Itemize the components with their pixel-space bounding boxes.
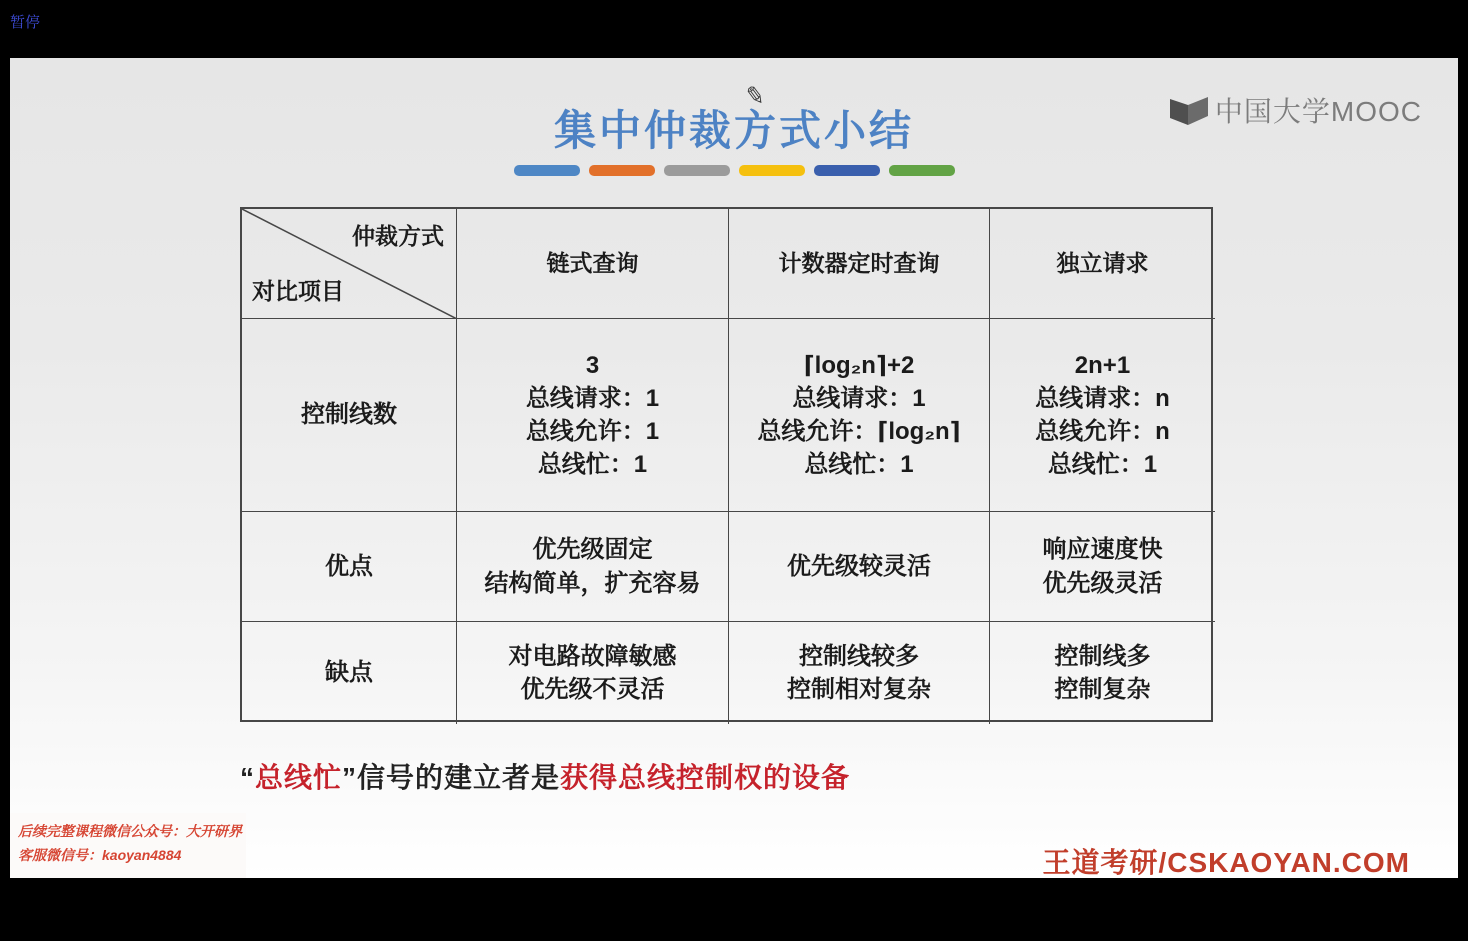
table-cell: 控制线多 控制复杂	[1054, 642, 1151, 703]
note-segment: ”	[342, 762, 358, 793]
lecture-slide	[10, 58, 1458, 878]
table-corner-cell	[242, 209, 457, 319]
table-cell: ⌈log₂n⌉+2 总线请求：1 总线允许：⌈log₂n⌉ 总线忙：1	[729, 319, 990, 512]
row-label-control-lines: 控制线数	[242, 319, 457, 512]
note-segment: 信号的建立者是	[357, 762, 561, 793]
pen-cursor-icon: ✎	[743, 81, 767, 112]
brand-watermark: 王道考研/CSKAOYAN.COM	[1042, 847, 1410, 878]
divider-bar	[814, 165, 880, 176]
divider-bar	[889, 165, 955, 176]
row-label-disadvantages: 缺点	[242, 622, 457, 724]
corner-label-comparison-item: 对比项目	[252, 278, 344, 305]
bus-busy-note	[240, 756, 850, 796]
table-cell: 优先级较灵活	[729, 512, 990, 622]
column-header-independent-request: 独立请求	[990, 209, 1215, 319]
table-cell: 3 总线请求：1 总线允许：1 总线忙：1	[457, 319, 729, 512]
note-segment: 获得总线控制权的设备	[560, 762, 851, 793]
slide-title: 集中仲裁方式小结	[553, 107, 914, 154]
pause-button[interactable]: 暂停	[10, 14, 41, 31]
divider-bar	[739, 165, 805, 176]
divider-bar	[589, 165, 655, 176]
mooc-logo-text: 中国大学MOOC	[1214, 96, 1422, 127]
table-cell: 2n+1 总线请求：n 总线允许：n 总线忙：1	[990, 319, 1215, 512]
corner-label-arbitration-method: 仲裁方式	[352, 223, 444, 249]
watermark-line2: 客服微信号：kaoyan4884	[18, 846, 182, 863]
table-cell: 优先级固定 结构简单，扩充容易	[457, 512, 729, 622]
divider-bar	[514, 165, 580, 176]
comparison-table	[240, 207, 1213, 722]
column-header-chained-query: 链式查询	[457, 209, 729, 319]
open-book-icon	[1169, 94, 1209, 126]
title-divider-bars	[10, 165, 1458, 176]
column-header-counter-query: 计数器定时查询	[729, 209, 990, 319]
table-cell: 响应速度快 优先级灵活	[990, 512, 1215, 622]
watermark-block	[10, 813, 246, 878]
table-cell: 对电路故障敏感 优先级不灵活	[457, 622, 729, 724]
table-cell: 控制线较多 控制相对复杂	[729, 622, 990, 724]
mooc-logo	[1169, 90, 1422, 130]
watermark-line1: 后续完整课程微信公众号：大开研界	[18, 823, 242, 839]
note-segment: “	[240, 762, 255, 793]
row-label-advantages: 优点	[242, 512, 457, 622]
note-segment: 总线忙	[255, 762, 343, 793]
divider-bar	[664, 165, 730, 176]
